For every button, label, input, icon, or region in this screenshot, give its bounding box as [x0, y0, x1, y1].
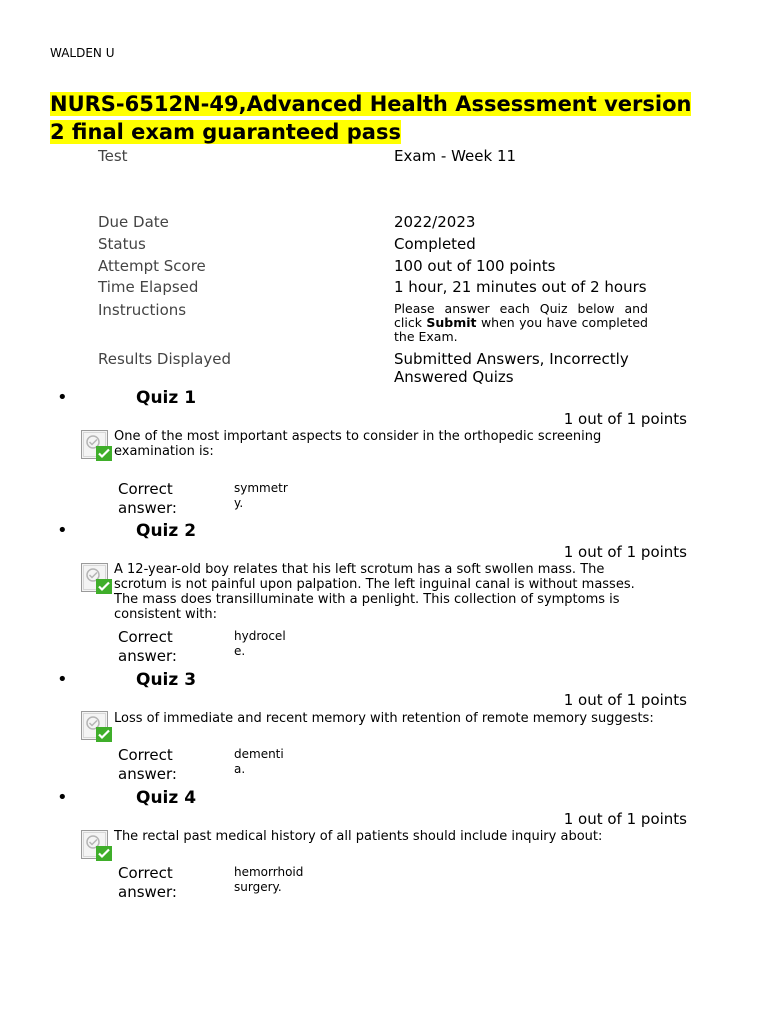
quiz-points: 1 out of 1 points	[563, 410, 687, 428]
instructions-pre: Please answer each Quiz below and click	[394, 301, 648, 330]
question-text: A 12-year-old boy relates that his left scrotum has a soft swollen mass. The scrotum is not painful upon palpation. The left inguinal canal is without masses. The mass does transilluminate with a penlight. This collection of symptoms is consistent with:	[114, 562, 635, 622]
quiz-points: 1 out of 1 points	[563, 810, 687, 828]
correct-check-icon	[80, 710, 114, 744]
instructions-submit: Submit	[426, 315, 477, 330]
question-text: Loss of immediate and recent memory with retention of remote memory suggests:	[114, 711, 654, 726]
status-label: Status	[98, 235, 146, 253]
document-title	[50, 90, 710, 146]
time-elapsed-value: 1 hour, 21 minutes out of 2 hours	[394, 278, 647, 296]
bullet: •	[57, 387, 68, 408]
answer-text: dementia.	[234, 747, 284, 776]
correct-answer-label: Correct answer:	[118, 480, 177, 517]
correct-answer-label: Correct answer:	[118, 864, 177, 901]
instructions-post: when you have completed the Exam.	[394, 315, 648, 344]
quiz-points: 1 out of 1 points	[563, 691, 687, 709]
instructions-label: Instructions	[98, 301, 187, 319]
question-text: The rectal past medical history of all patients should include inquiry about:	[114, 829, 603, 844]
correct-check-icon	[80, 429, 114, 463]
due-date-value: 2022/2023	[394, 213, 476, 231]
answer-text: symmetry.	[234, 481, 288, 510]
attempt-score-value: 100 out of 100 points	[394, 257, 556, 275]
results-displayed-label: Results Displayed	[98, 350, 231, 368]
header-label: WALDEN U	[50, 46, 115, 60]
quiz-points: 1 out of 1 points	[563, 543, 687, 561]
quiz-title: Quiz 1	[136, 388, 197, 408]
bullet: •	[57, 520, 68, 541]
correct-check-icon	[80, 829, 114, 863]
time-elapsed-label: Time Elapsed	[98, 278, 199, 296]
due-date-label: Due Date	[98, 213, 169, 231]
bullet: •	[57, 669, 68, 690]
document-title-text: NURS-6512N-49,Advanced Health Assessment version 2 final exam guaranteed pass	[50, 92, 692, 144]
results-displayed-value: Submitted Answers, Incorrectly Answered Quizs	[394, 350, 629, 386]
test-value: Exam - Week 11	[394, 147, 517, 165]
quiz-title: Quiz 2	[136, 521, 197, 541]
attempt-score-label: Attempt Score	[98, 257, 206, 275]
correct-check-icon	[80, 562, 114, 596]
correct-answer-label: Correct answer:	[118, 628, 177, 665]
instructions-text	[394, 302, 648, 344]
status-value: Completed	[394, 235, 476, 253]
quiz-title: Quiz 4	[136, 788, 197, 808]
question-text: One of the most important aspects to consider in the orthopedic screening examination is:	[114, 429, 602, 459]
answer-text: hydrocele.	[234, 629, 286, 658]
bullet: •	[57, 787, 68, 808]
answer-text: hemorrhoid surgery.	[234, 865, 304, 894]
test-label: Test	[98, 147, 128, 165]
correct-answer-label: Correct answer:	[118, 746, 177, 783]
quiz-title: Quiz 3	[136, 670, 197, 690]
